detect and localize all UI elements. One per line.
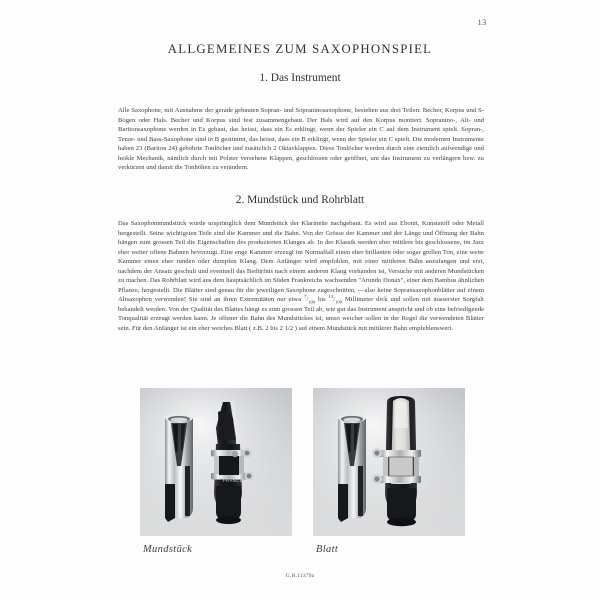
section-body-1: Alle Saxophone, mit Ausnahme der gerade gebauten Sopran- und Sopraninosaxophone, bestehen aus drei Teilen: Becher, Korpus und S-Bogen oder Hals. Becher und Korpus sind fest zusammengebaut. Der Hals wird auf den Korpus montiert. Sopranino-, Alt- und Baritonsaxophone werden in Es gebaut, das heisst, dass ein Es erklingt, wenn der Spieler ein C auf dem Instrument spielt. Sopran-, Tenor- und Bass-Saxophone sind in B gestimmt, das heisst, dass ein B erklingt, wenn der Spieler ein C spielt. Die modernen Instrumente haben 23 (Bariton 24) gebohrte Tonlöcher und zusätzlich 2 Oktavklappen. Diese Tonlöcher werden durch eine ziemlich aufwendige und heikle Mechanik, nämlich durch mit Polster versehene Klappen, geschlossen oder geöffnet, um das Instrument zu verlängern bzw. zu verkürzen und damit die Tonhöhen zu verändern.: [118, 107, 484, 172]
mouthpiece-cap-shape: [165, 414, 193, 522]
figure-image-mouthpiece: [140, 388, 292, 536]
mouthpiece-photo-graphic: [140, 388, 292, 536]
section-heading-2: 2. Mundstück und Rohrblatt: [235, 194, 365, 206]
figure-group: [0, 388, 600, 600]
section-body-2: Das Saxophonmundstück wurde ursprünglich dem Mundstück der Klarinette nachgebaut. Es wird aus Ebonit, Kunststoff oder Metall hergestellt. Seine wichtigsten Teile sind die Kammer und die Bahn. Von der Grösse der Kammer und der Länge und Öffnung der Bahn hängen zum grossen Teil die Eigenschaften des produzierten Klanges ab. In der Klassik werden eher mittlere bis geschlossene, im Jazz eher weiter offene Bahnen bevorzugt. Eine enge Kammer erzeugt im Normalfall einen eher brillanten oder sogar grellen Ton, eine weite Kammer einen eher runden oder dumpfen Klang. Dem Anfänger wird empfohlen, mit einer mittleren Bahn anzufangen und erst, nachdem der Ansatz geschult und eventuell das Bedürfnis nach einem anderen Klang vorhanden ist, Versuche mit anderen Mundstücken zu machen. Das Rohrblatt wird aus dem hauptsächlich im Süden Frankreichs wachsenden "Arundo Donax", einer dem Bambus ähnlichen Pflanze, hergestellt. Die Blätter sind genau für die jeweiligen Saxophone zugeschnitten, —also keine Sopransaxophonblätter auf einem Altsaxophon verwenden! Sie sind an ihren Extremitäten nur etwa $^7/_{100}$ bis $^{13}/_{100}$ Millimeter dick und sollen mit äusserster Sorgfalt behandelt werden. Von der Qualität des Blattes hängt es zum grossen Teil ab, wie gut das Instrument anspricht und ob eine befriedigende Tonqualität erzeugt werden kann. Je offener die Bahn des Mundstückes ist, umso weicher sollen in der Regel die verwendeten Blätter sein. Für den Anfänger ist ein eher weiches Blatt ( z.B. 2 bis 2 1/2 ) auf einem Mundstück mit mittlerer Bahn empfehlenswert.: [118, 220, 484, 333]
section-body-2-part-1: Das Saxophonmundstück wurde ursprünglich dem Mundstück der Klarinette nachgebaut. Es wird aus Ebonit, Kunststoff oder Metall hergestellt. Seine wichtigsten Teile sind die Kammer und die Bahn. Von der Grösse der Kammer und der Länge und Öffnung der Bahn hängen zum grossen Teil die Eigenschaften des produzierten Klanges ab. In der Klassik werden eher mittlere bis geschlossene, im Jazz eher weiter offene Bahnen bevorzugt. Eine enge Kammer erzeugt im Normalfall einen eher brillanten oder sogar grellen Ton, eine weite Kammer einen eher runden oder dumpfen Klang. Dem Anfänger wird empfohlen, mit einer mittleren Bahn anzufangen und erst, nachdem der Ansatz geschult und eventuell das Bedürfnis nach einem anderen Klang vorhanden ist, Versuche mit anderen Mundstücken zu machen. Das Rohrblatt wird aus dem hauptsächlich im Süden Frankreichs wachsenden "Arundo Donax", einer dem Bambus ähnlichen Pflanze, hergestellt. Die Blätter sind genau für die jeweiligen Saxophone zugeschnitten, —also keine Sopransaxophonblätter auf einem Altsaxophon verwenden! Sie sind an ihren Extremitäten nur etwa: [118, 220, 484, 304]
fraction-1-denominator: 100: [308, 299, 316, 305]
reed-photo-graphic: [313, 388, 465, 536]
figure-image-reed: [313, 388, 465, 536]
figure-caption-reed: Blatt: [316, 544, 339, 555]
fraction-1-numerator: 7: [304, 294, 307, 300]
fraction-2-numerator: 13: [328, 294, 334, 300]
svg-text:FRANCE: FRANCE: [223, 478, 244, 483]
mouthpiece-cap-shape: [338, 414, 366, 522]
plate-number: G.H.11379a: [285, 573, 315, 579]
page-number: 13: [477, 17, 487, 27]
section-heading-1: 1. Das Instrument: [259, 72, 341, 84]
section-body-2-part-3: Millimeter dick und sollen mit äusserster Sorgfalt behandelt werden. Von der Qualität des Blattes hängt es zum grossen Teil ab, wie gut das Instrument anspricht und ob eine befriedigende Tonqualität erzeugt werden kann. Je offener die Bahn des Mundstückes ist, umso weicher sollen in der Regel die verwendeten Blätter sein. Für den Anfänger ist ein eher weiches Blatt ( z.B. 2 bis 2 1/2 ) auf einem Mundstück mit mittlerer Bahn empfehlenswert.: [118, 296, 484, 333]
section-body-2-part-2: bis: [315, 296, 329, 304]
fraction-2-denominator: 100: [335, 299, 343, 305]
page-title: ALLGEMEINES ZUM SAXOPHONSPIEL: [167, 42, 433, 56]
figure-caption-mouthpiece: Mundstück: [143, 544, 193, 555]
